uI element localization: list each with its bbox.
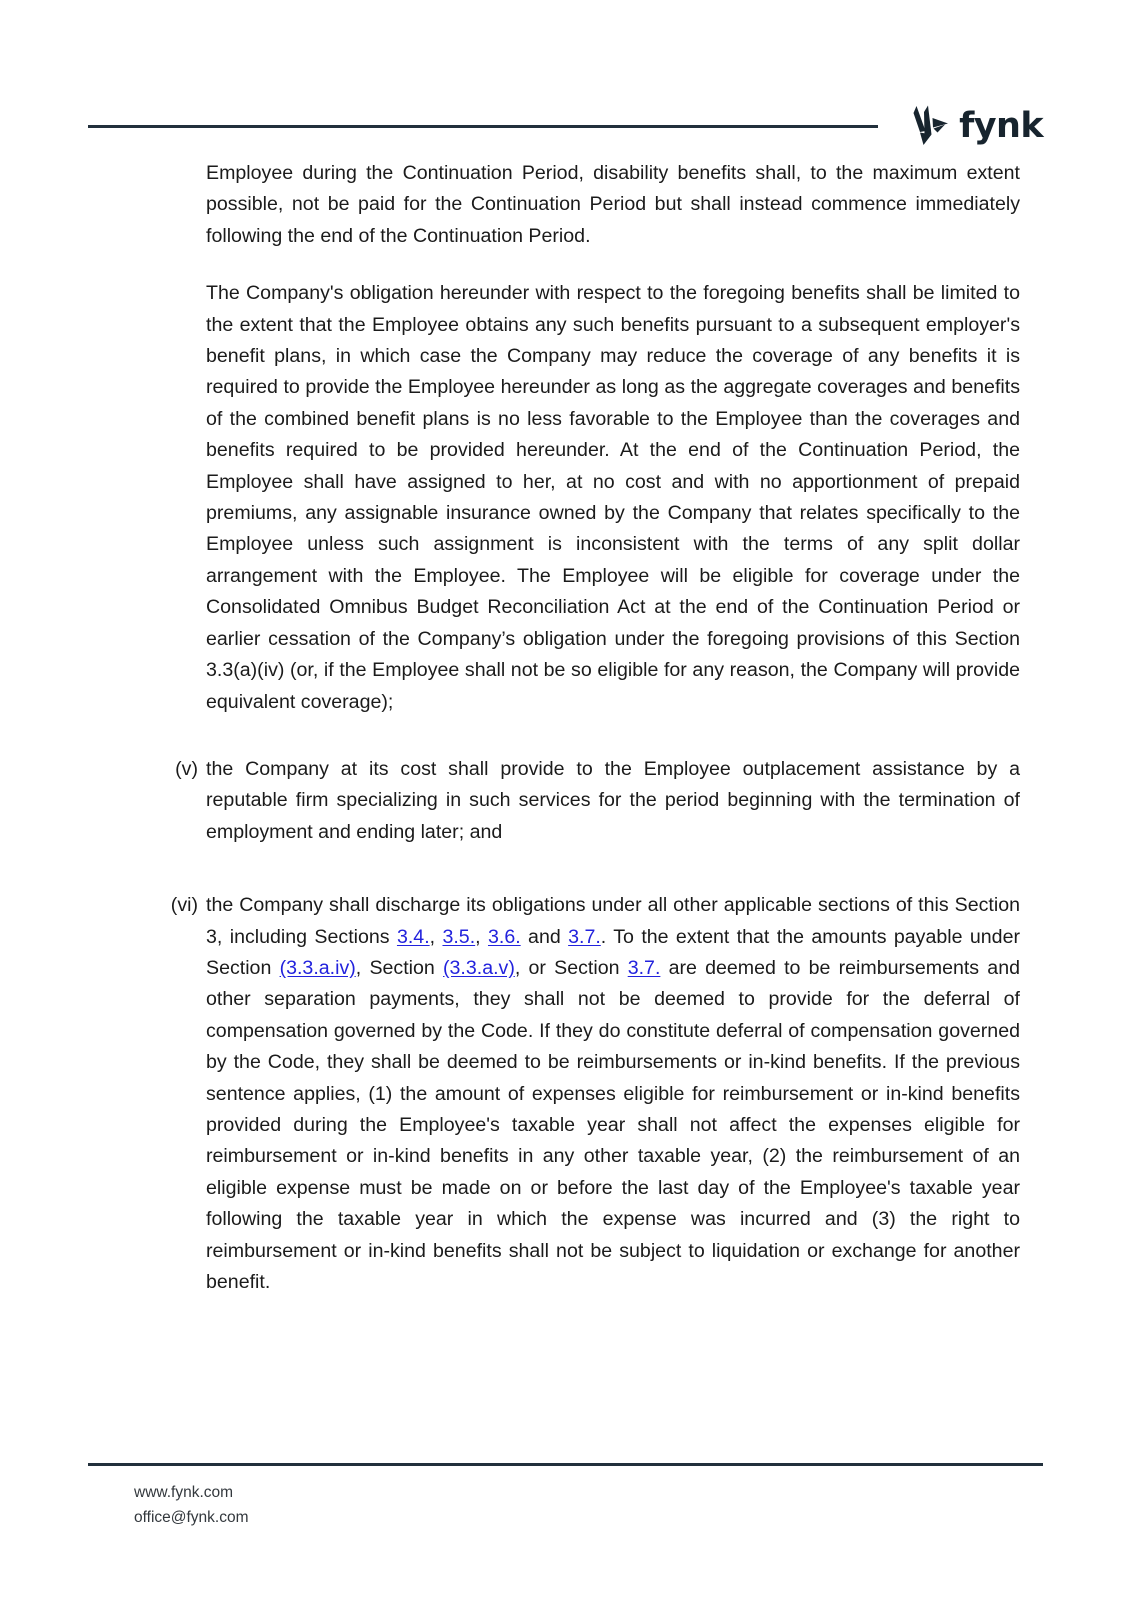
clause-vi-text-segment-5: are deemed to be reimbursements and other separation payments, they shall not be deemed to provide for the deferral of compensation governed by the Code. If they do constitute deferral of compensation governed by the Code, they shall be deemed to be reimbursements or in-kind benefits. If the previous sentence applies, (1) the amount of expenses eligible for reimbursement or in-kind benefits provided during the Employee's taxable year shall not affect the expenses eligible for reimbursement or in-kind benefits in any other taxable year, (2) the reimbursement of an eligible expense must be made on or before the last day of the Employee's taxable year following the taxable year in which the expense was incurred and (3) the right to reimbursement or in-kind benefits shall not be subject to liquidation or exchange for another benefit.: [206, 956, 1020, 1293]
clause-vi-separator-2: ,: [475, 925, 488, 948]
header-divider: [88, 125, 878, 128]
brand-wordmark: fynk: [959, 105, 1043, 146]
footer-contact: [88, 1466, 1043, 1530]
section-link-3-3-a-iv[interactable]: (3.3.a.iv): [279, 956, 356, 979]
clause-vi: [164, 890, 1020, 1298]
clause-vi-text-segment-4: , or Section: [514, 956, 628, 979]
section-link-3-7-a[interactable]: 3.7.: [568, 925, 601, 948]
paragraph-continuation-period: Employee during the Continuation Period, disability benefits shall, to the maximum extent possible, not be paid for the Continuation Period but shall instead commence immediately following the end of the Continuation Period.: [206, 162, 1020, 247]
section-link-3-6[interactable]: 3.6.: [487, 925, 521, 948]
brand-logo: [878, 104, 1043, 146]
clause-vi-text-segment-2: . To the extent that the amounts payable under Section: [206, 925, 1020, 979]
section-link-3-7-b[interactable]: 3.7.: [627, 956, 661, 979]
footer-email[interactable]: office@fynk.com: [134, 1509, 249, 1526]
page-footer: [88, 1463, 1043, 1530]
section-link-3-3-a-v[interactable]: (3.3.a.v): [443, 956, 515, 979]
clause-v: [164, 754, 1020, 848]
clause-vi-separator-1: ,: [429, 925, 443, 948]
page-header: [88, 95, 1043, 155]
document-body: [164, 158, 1020, 1324]
clause-vi-text-segment-1: the Company shall discharge its obligations under all other applicable sections of this Section 3, including Sections: [206, 894, 1020, 948]
clause-v-marker: (v): [175, 757, 198, 780]
section-link-3-4[interactable]: 3.4.: [396, 925, 430, 948]
clause-vi-separator-3: and: [520, 925, 569, 948]
footer-website[interactable]: www.fynk.com: [134, 1484, 234, 1501]
clause-vi-text-segment-3: , Section: [355, 956, 443, 979]
clause-v-text: the Company at its cost shall provide to the Employee outplacement assistance by a reputable firm specializing in such services for the period beginning with the termination of employment and ending later; and: [206, 757, 1020, 843]
paragraph-company-obligation: The Company's obligation hereunder with respect to the foregoing benefits shall be limited to the extent that the Employee obtains any such benefits pursuant to a subsequent employer's benefit plans, in which case the Company may reduce the coverage of any benefits it is required to provide the Employee hereunder as long as the aggregate coverages and benefits of the combined benefit plans is no less favorable to the Employee than the coverages and benefits required to be provided hereunder. At the end of the Continuation Period, the Employee shall have assigned to her, at no cost and with no apportionment of prepaid premiums, any assignable insurance owned by the Company that relates specifically to the Employee unless such assignment is inconsistent with the terms of any split dollar arrangement with the Employee. The Employee will be eligible for coverage under the Consolidated Omnibus Budget Reconciliation Act at the end of the Continuation Period or earlier cessation of the Company’s obligation under the foregoing provisions of this Section 3.3(a)(iv) (or, if the Employee shall not be so eligible for any reason, the Company will provide equivalent coverage);: [206, 282, 1020, 713]
section-link-3-5[interactable]: 3.5.: [442, 925, 476, 948]
clause-vi-marker: (vi): [170, 894, 198, 917]
clause-vi-text: [206, 890, 1020, 1298]
origami-bird-icon: [904, 104, 950, 146]
